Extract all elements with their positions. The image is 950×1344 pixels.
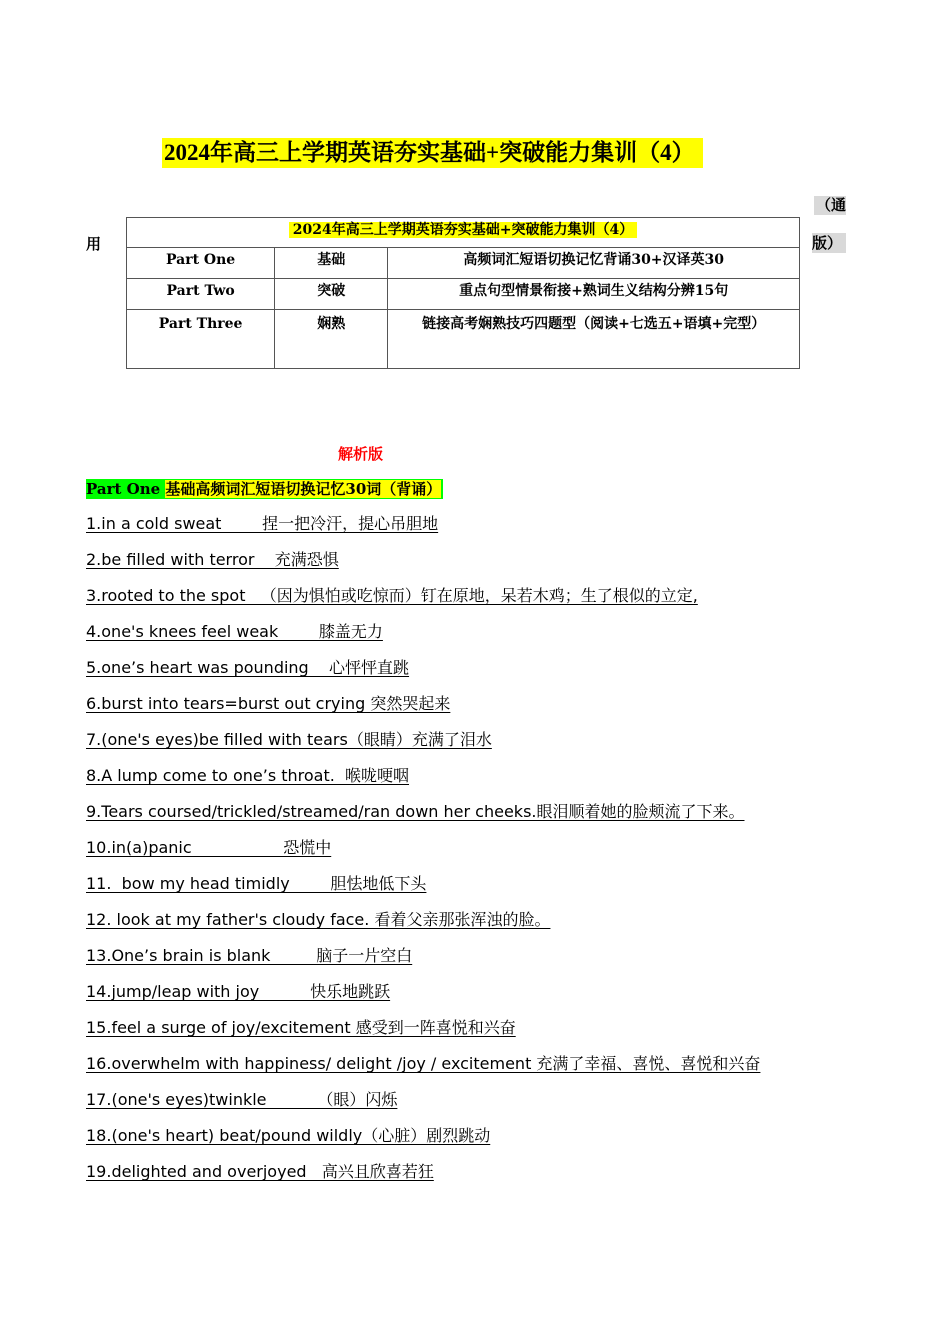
list-item: 15.feel a surge of joy/excitement 感受到一阵喜悦和兴奋 (86, 1018, 516, 1037)
summary-table (126, 217, 800, 369)
list-item: 12. look at my father's cloudy face. 看着父亲那张浑浊的脸。 (86, 910, 551, 929)
table-cell-stage: 娴熟 (275, 310, 388, 369)
list-item: 14.jump/leap with joy 快乐地跳跃 (86, 982, 391, 1001)
list-item: 13.One’s brain is blank 脑子一片空白 (86, 946, 413, 965)
table-cell-content: 高频词汇短语切换记忆背诵30+汉译英30 (388, 248, 800, 279)
side-label-right-bottom: 版） (812, 233, 846, 253)
table-cell-content: 重点句型情景衔接+熟词生义结构分辨15句 (388, 279, 800, 310)
list-item: 16.overwhelm with happiness/ delight /joy / excitement 充满了幸福、喜悦、喜悦和兴奋 (86, 1054, 761, 1073)
list-item: 4.one's knees feel weak 膝盖无力 (86, 622, 383, 641)
document-title: 2024年高三上学期英语夯实基础+突破能力集训（4） (162, 138, 703, 168)
table-cell-content: 链接高考娴熟技巧四题型（阅读+七选五+语填+完型） (388, 310, 800, 369)
list-item: 8.A lump come to one’s throat. 喉咙哽咽 (86, 766, 410, 785)
list-item: 10.in(a)panic 恐慌中 (86, 838, 332, 857)
table-cell-stage: 基础 (275, 248, 388, 279)
list-item: 9.Tears coursed/trickled/streamed/ran down her cheeks.眼泪顺着她的脸颊流了下来。 (86, 802, 745, 821)
list-item: 19.delighted and overjoyed 高兴且欣喜若狂 (86, 1162, 434, 1181)
list-item: 7.(one's eyes)be filled with tears（眼睛）充满了泪水 (86, 730, 492, 749)
table-row (127, 279, 800, 310)
list-item: 1.in a cold sweat 捏一把冷汗，提心吊胆地 (86, 514, 439, 533)
version-label: 解析版 (338, 445, 384, 463)
table-cell-stage: 突破 (275, 279, 388, 310)
summary-table-heading (127, 218, 800, 248)
section-heading-title: 基础高频词汇短语切换记忆30词（背诵） (165, 480, 442, 498)
vocab-list (86, 512, 846, 1196)
section-heading-prefix: Part One (86, 480, 166, 498)
table-row (127, 310, 800, 369)
table-cell-part: Part Two (127, 279, 275, 310)
table-cell-part: Part Three (127, 310, 275, 369)
list-item: 18.(one's heart) beat/pound wildly（心脏）剧烈跳动 (86, 1126, 491, 1145)
list-item: 6.burst into tears=burst out crying 突然哭起来 (86, 694, 451, 713)
summary-table-heading-text: 2024年高三上学期英语夯实基础+突破能力集训（4） (289, 222, 637, 238)
list-item: 17.(one's eyes)twinkle （眼）闪烁 (86, 1090, 398, 1109)
list-item: 3.rooted to the spot （因为惧怕或吃惊而）钉在原地，呆若木鸡；生了根似的立定, (86, 586, 698, 605)
list-item: 11. bow my head timidly 胆怯地低下头 (86, 874, 427, 893)
section-heading (86, 479, 443, 499)
table-row (127, 248, 800, 279)
side-label-left: 用 (86, 235, 102, 253)
side-label-right-top: （通 (815, 196, 846, 214)
table-cell-part: Part One (127, 248, 275, 279)
list-item: 5.one’s heart was pounding 心怦怦直跳 (86, 658, 410, 677)
list-item: 2.be filled with terror 充满恐惧 (86, 550, 339, 569)
